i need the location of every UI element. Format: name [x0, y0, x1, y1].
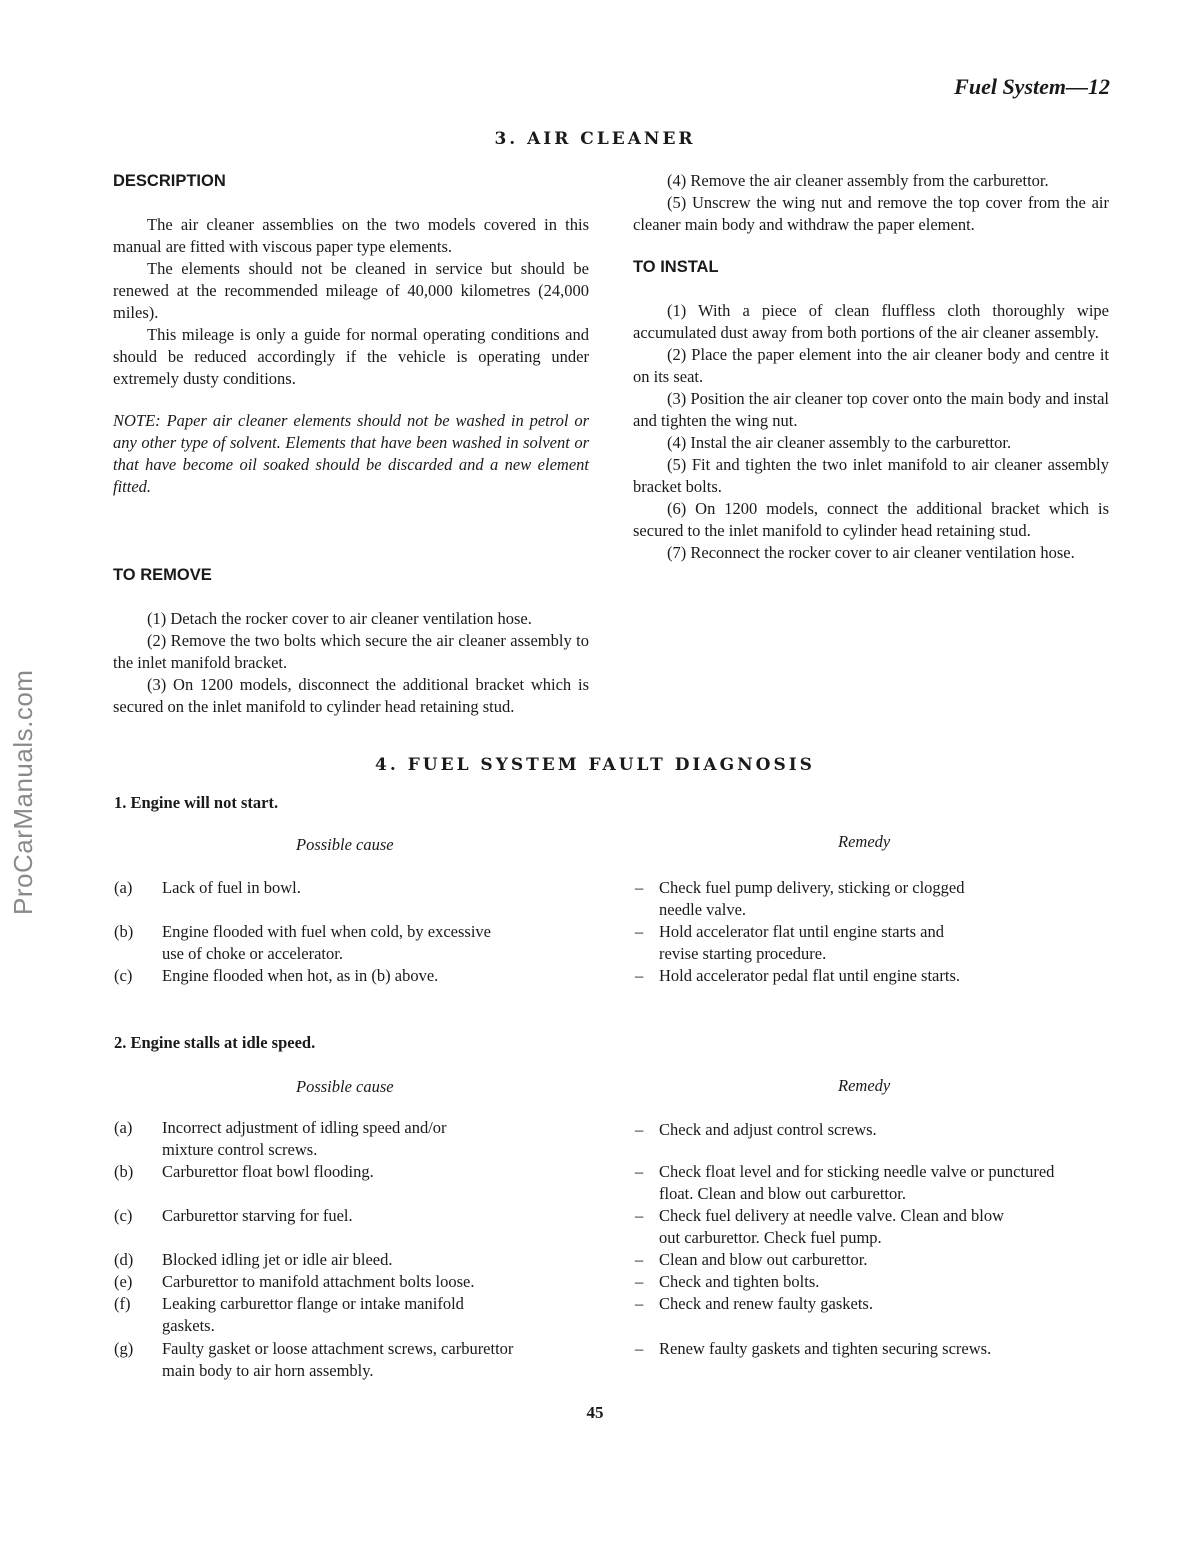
instal-step: (7) Reconnect the rocker cover to air cleaner ventilation hose. [667, 543, 1075, 562]
note-paragraph: NOTE: Paper air cleaner elements should not be washed in petrol or any other type of solvent. Elements that have been washed in solvent or that have become oil soaked should be discarded and a new element fitted. [113, 411, 589, 496]
fault-row-remedy: Check and renew faulty gaskets. [659, 1294, 873, 1313]
fault-row-label: (d) [114, 1250, 134, 1269]
dash-bullet: – [635, 1206, 644, 1225]
fault-row-remedy: Check fuel delivery at needle valve. Clean and blow out carburettor. Check fuel pump. [659, 1206, 1004, 1247]
dash-bullet: – [635, 1250, 644, 1269]
fault-row-remedy: Hold accelerator flat until engine starts and revise starting procedure. [659, 922, 944, 963]
remove-step: (3) On 1200 models, disconnect the additional bracket which is secured on the inlet manifold to cylinder head retaining stud. [113, 675, 589, 716]
dash-bullet: – [635, 966, 644, 985]
fault-row-cause: Leaking carburettor flange or intake manifold gaskets. [162, 1294, 464, 1335]
remove-step: (4) Remove the air cleaner assembly from the carburettor. [667, 171, 1049, 190]
fault-row-cause: Carburettor starving for fuel. [162, 1206, 353, 1225]
watermark: ProCarManuals.com [8, 669, 38, 915]
remove-step: (5) Unscrew the wing nut and remove the top cover from the air cleaner main body and withdraw the paper element. [633, 193, 1109, 234]
fault-row-remedy: Check and tighten bolts. [659, 1272, 820, 1291]
fault-row-cause: Faulty gasket or loose attachment screws, carburettor main body to air horn assembly. [162, 1339, 514, 1380]
fault-row-remedy: Check fuel pump delivery, sticking or clogged needle valve. [659, 878, 965, 919]
running-header: Fuel System—12 [954, 74, 1110, 99]
fault-row-label: (f) [114, 1294, 131, 1313]
fault-row-label: (c) [114, 966, 133, 985]
fault-row-cause: Carburettor float bowl flooding. [162, 1162, 374, 1181]
fault-row-cause: Engine flooded when hot, as in (b) above. [162, 966, 439, 985]
fault-row-label: (g) [114, 1339, 134, 1358]
section-4-title: 4. FUEL SYSTEM FAULT DIAGNOSIS [375, 755, 815, 775]
dash-bullet: – [635, 1339, 644, 1358]
instal-step: (4) Instal the air cleaner assembly to the carburettor. [667, 433, 1012, 452]
remove-heading: TO REMOVE [113, 566, 212, 584]
left-column [113, 170, 589, 718]
fault-row-label: (e) [114, 1272, 133, 1291]
fault-row-cause: Blocked idling jet or idle air bleed. [162, 1250, 393, 1269]
dash-bullet: – [635, 878, 644, 897]
page-number: 45 [586, 1403, 604, 1422]
dash-bullet: – [635, 1294, 644, 1313]
fault-2-cause-label: Possible cause [296, 1077, 394, 1096]
fault-1-heading: 1. Engine will not start. [114, 793, 279, 812]
dash-bullet: – [635, 1272, 644, 1291]
fault-row-cause: Lack of fuel in bowl. [162, 878, 301, 897]
fault-row-label: (a) [114, 878, 133, 897]
instal-step: (6) On 1200 models, connect the additional bracket which is secured to the inlet manifold to cylinder head retaining stud. [633, 499, 1109, 540]
fault-row-remedy: Check and adjust control screws. [659, 1120, 877, 1139]
instal-step: (2) Place the paper element into the air cleaner body and centre it on its seat. [633, 345, 1109, 386]
remove-step: (2) Remove the two bolts which secure the air cleaner assembly to the inlet manifold bracket. [113, 631, 589, 672]
remove-step: (1) Detach the rocker cover to air cleaner ventilation hose. [147, 609, 532, 628]
description-paragraph: This mileage is only a guide for normal operating conditions and should be reduced accordingly if the vehicle is operating under extremely dusty conditions. [113, 325, 589, 388]
fault-row-cause: Incorrect adjustment of idling speed and/or mixture control screws. [162, 1118, 447, 1159]
fault-1-cause-label: Possible cause [296, 835, 394, 854]
fault-row-cause: Engine flooded with fuel when cold, by excessive use of choke or accelerator. [162, 922, 491, 963]
instal-heading: TO INSTAL [633, 258, 719, 276]
fault-row-cause: Carburettor to manifold attachment bolts loose. [162, 1272, 475, 1291]
dash-bullet: – [635, 1162, 644, 1181]
fault-row-remedy: Hold accelerator pedal flat until engine starts. [659, 966, 961, 985]
right-column [633, 170, 1109, 564]
description-paragraph: The air cleaner assemblies on the two models covered in this manual are fitted with viscous paper type elements. [113, 215, 589, 256]
instal-step: (1) With a piece of clean fluffless cloth thoroughly wipe accumulated dust away from both portions of the air cleaner assembly. [633, 301, 1109, 342]
fault-row-remedy: Renew faulty gaskets and tighten securing screws. [659, 1339, 992, 1358]
fault-row-label: (c) [114, 1206, 133, 1225]
fault-row-label: (a) [114, 1118, 133, 1137]
fault-row-label: (b) [114, 1162, 134, 1181]
description-heading: DESCRIPTION [113, 172, 226, 190]
fault-row-remedy: Check float level and for sticking needle valve or punctured float. Clean and blow out carburettor. [659, 1162, 1055, 1203]
description-paragraph: The elements should not be cleaned in service but should be renewed at the recommended mileage of 40,000 kilometres (24,000 miles). [113, 259, 589, 322]
fault-row-remedy: Clean and blow out carburettor. [659, 1250, 868, 1269]
dash-bullet: – [635, 922, 644, 941]
fault-1-remedy-label: Remedy [838, 832, 891, 851]
instal-step: (5) Fit and tighten the two inlet manifold to air cleaner assembly bracket bolts. [633, 455, 1109, 496]
instal-step: (3) Position the air cleaner top cover onto the main body and instal and tighten the wing nut. [633, 389, 1109, 430]
fault-2-heading: 2. Engine stalls at idle speed. [114, 1033, 316, 1052]
fault-2-remedy-label: Remedy [838, 1076, 891, 1095]
dash-bullet: – [635, 1120, 644, 1139]
section-3-title: 3. AIR CLEANER [494, 129, 696, 149]
fault-row-label: (b) [114, 922, 134, 941]
